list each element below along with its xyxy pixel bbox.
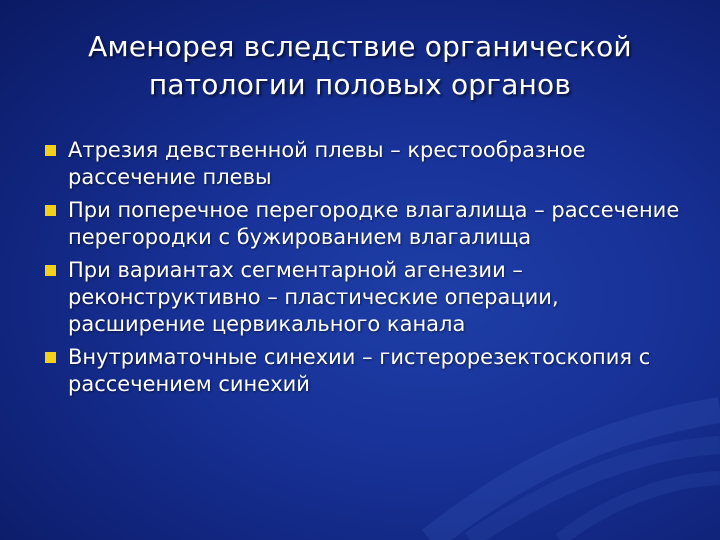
- bullet-item: [44, 137, 684, 191]
- square-bullet-icon: [45, 205, 56, 216]
- bullet-item: [44, 344, 684, 398]
- square-bullet-icon: [45, 265, 56, 276]
- bullet-text: При вариантах сегментарной агенезии – реконструктивно – пластические операции, расширение цервикального канала: [68, 258, 559, 336]
- square-bullet-icon: [45, 145, 56, 156]
- bullet-item: [44, 257, 684, 338]
- square-bullet-icon: [45, 352, 56, 363]
- bullet-item: [44, 197, 684, 251]
- slide-title: Аменорея вследствие органической патологии половых органов: [88, 30, 632, 101]
- bullet-text: Атрезия девственной плевы – крестообразное рассечение плевы: [68, 138, 586, 189]
- bullet-text: Внутриматочные синехии – гистерорезектоскопия с рассечением синехий: [68, 345, 651, 396]
- bullet-text: При поперечное перегородке влагалища – рассечение перегородки с бужированием влагалища: [68, 198, 680, 249]
- bullet-list: [44, 137, 684, 404]
